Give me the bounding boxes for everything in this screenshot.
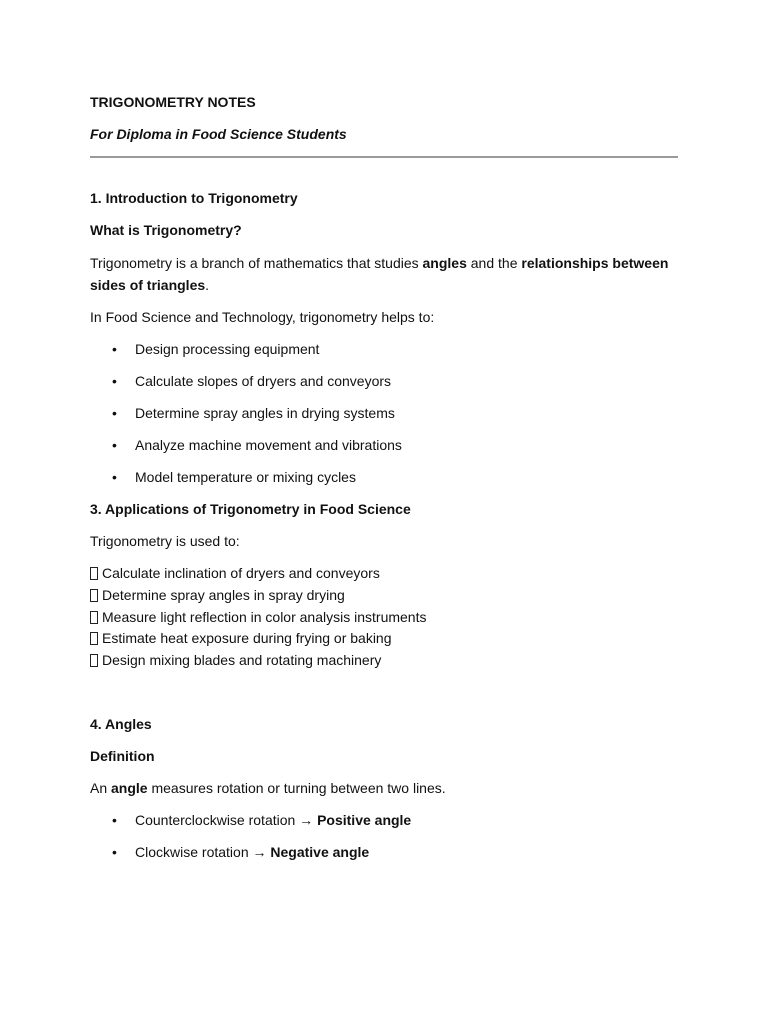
list-item: Model temperature or mixing cycles — [135, 469, 356, 485]
bullet-dot: • — [112, 437, 117, 453]
rotation-text: Counterclockwise rotation → — [135, 812, 318, 828]
para-text-c: measures rotation or turning between two lines. — [147, 780, 446, 796]
list-item — [90, 563, 380, 583]
section1-heading: 1. Introduction to Trigonometry — [90, 190, 298, 206]
document-subtitle: For Diploma in Food Science Students — [90, 126, 347, 142]
list-item: Determine spray angles in drying systems — [135, 405, 395, 421]
rotation-result: Negative angle — [270, 844, 370, 860]
list-item — [90, 585, 345, 605]
rotation-result: Positive angle — [317, 812, 412, 828]
section1-paragraph-line2 — [90, 275, 209, 295]
rotation-text: Clockwise rotation → — [135, 844, 271, 860]
bullet-dot: • — [112, 341, 117, 357]
section1-paragraph-line1 — [90, 253, 668, 273]
section4-paragraph — [90, 778, 446, 798]
para1-bold-relationships: relationships between — [521, 255, 669, 271]
section1-paragraph2: In Food Science and Technology, trigonometry helps to: — [90, 309, 435, 325]
para1-text-c: and the — [466, 255, 522, 271]
bullet-dot: • — [112, 844, 117, 860]
section4-subheading: Definition — [90, 748, 155, 764]
list-item — [90, 607, 426, 627]
bullet-dot: • — [112, 405, 117, 421]
list-item — [90, 628, 392, 648]
missing-glyph-icon — [90, 632, 98, 645]
horizontal-rule — [90, 156, 678, 158]
para-bold-angle: angle — [111, 780, 148, 796]
list-item — [90, 650, 381, 670]
list-item: Analyze machine movement and vibrations — [135, 437, 402, 453]
list-item: Design processing equipment — [135, 341, 320, 357]
list-item — [135, 810, 411, 830]
bullet-dot: • — [112, 469, 117, 485]
list-item — [135, 842, 369, 862]
para1-period: . — [205, 277, 210, 293]
para1-text-a: Trigonometry is a branch of mathematics that studies — [90, 255, 423, 271]
section4-heading: 4. Angles — [90, 716, 152, 732]
missing-glyph-icon — [90, 611, 98, 624]
para1-bold-angles: angles — [422, 255, 467, 271]
para1-bold-sides: sides of triangles — [90, 277, 206, 293]
list-item-text: Estimate heat exposure during frying or baking — [102, 630, 392, 646]
missing-glyph-icon — [90, 589, 98, 602]
bullet-dot: • — [112, 373, 117, 389]
section3-intro: Trigonometry is used to: — [90, 533, 240, 549]
list-item: Calculate slopes of dryers and conveyors — [135, 373, 392, 389]
para-text-a: An — [90, 780, 112, 796]
list-item-text: Design mixing blades and rotating machinery — [102, 652, 382, 668]
missing-glyph-icon — [90, 567, 98, 580]
list-item-text: Calculate inclination of dryers and conveyors — [102, 565, 380, 581]
missing-glyph-icon — [90, 654, 98, 667]
list-item-text: Determine spray angles in spray drying — [102, 587, 345, 603]
section3-heading: 3. Applications of Trigonometry in Food Science — [90, 501, 411, 517]
document-title: TRIGONOMETRY NOTES — [90, 94, 256, 110]
section1-subheading: What is Trigonometry? — [90, 222, 242, 238]
bullet-dot: • — [112, 812, 117, 828]
list-item-text: Measure light reflection in color analysis instruments — [102, 609, 427, 625]
